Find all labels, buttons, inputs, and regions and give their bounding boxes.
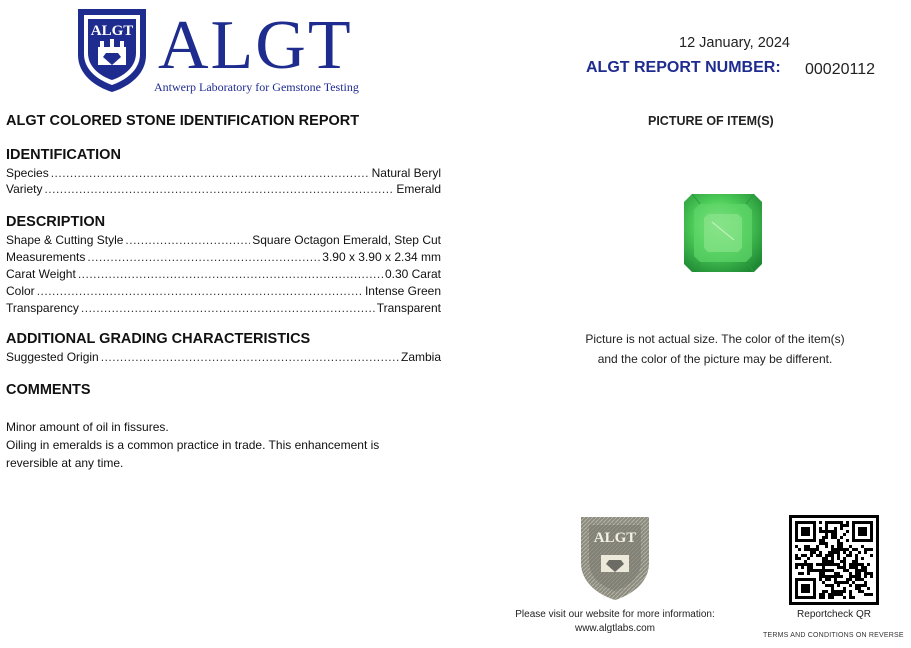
picture-note [560, 329, 870, 369]
variety-row [6, 181, 441, 197]
color-label: Color [6, 284, 35, 298]
leader-dots [81, 300, 375, 316]
measurements-value: 3.90 x 3.90 x 2.34 mm [322, 250, 441, 264]
leader-dots [101, 349, 399, 365]
carat-value: 0.30 Carat [384, 267, 441, 281]
leader-dots [87, 249, 320, 265]
brand-wordmark: ALGT [158, 7, 353, 84]
report-date: 12 January, 2024 [679, 35, 790, 51]
origin-label: Suggested Origin [6, 350, 99, 364]
comment-line: reversible at any time. [6, 456, 124, 470]
picture-note-line2: and the color of the picture may be different. [597, 352, 833, 366]
color-value: Intense Green [364, 284, 441, 298]
carat-row [6, 266, 441, 282]
description-heading: DESCRIPTION [6, 214, 106, 230]
species-label: Species [6, 166, 49, 180]
report-number-label: ALGT REPORT NUMBER: [586, 59, 781, 76]
comments-heading: COMMENTS [6, 382, 91, 398]
leader-dots [125, 232, 250, 248]
visit-text: Please visit our website for more information: [515, 609, 715, 620]
shape-label: Shape & Cutting Style [6, 233, 124, 247]
transparency-value: Transparent [376, 301, 441, 315]
comment-line: Minor amount of oil in fissures. [6, 420, 169, 434]
carat-label: Carat Weight [6, 267, 76, 281]
brand-tagline: Antwerp Laboratory for Gemstone Testing [154, 80, 359, 94]
leader-dots [37, 283, 363, 299]
species-row [6, 165, 441, 181]
report-number: 00020112 [805, 61, 875, 78]
report-title: ALGT COLORED STONE IDENTIFICATION REPORT [6, 113, 360, 129]
website-link[interactable]: www.algtlabs.com [574, 623, 656, 634]
leader-dots [78, 266, 383, 282]
picture-note-line1: Picture is not actual size. The color of the item(s) [585, 332, 845, 346]
origin-value: Zambia [400, 350, 441, 364]
website-info [500, 608, 730, 636]
qr-label: Reportcheck QR [797, 609, 871, 620]
algt-seal-hologram [579, 515, 651, 601]
variety-label: Variety [6, 182, 43, 196]
reportcheck-qr-code[interactable] [789, 515, 879, 605]
identification-heading: IDENTIFICATION [6, 147, 121, 163]
shape-value: Square Octagon Emerald, Step Cut [252, 233, 441, 247]
svg-text:ALGT: ALGT [593, 530, 637, 546]
origin-row [6, 349, 441, 365]
comment-line: Oiling in emeralds is a common practice in trade. This enhancement is [6, 438, 380, 452]
color-row [6, 283, 441, 299]
shape-row [6, 232, 441, 248]
svg-text:ALGT: ALGT [90, 23, 134, 39]
emerald-gem-image [682, 192, 764, 274]
additional-heading: ADDITIONAL GRADING CHARACTERISTICS [6, 331, 311, 347]
variety-value: Emerald [396, 182, 441, 196]
leader-dots [44, 181, 394, 197]
measurements-label: Measurements [6, 250, 86, 264]
transparency-label: Transparency [6, 301, 79, 315]
terms-note: TERMS AND CONDITIONS ON REVERSE [763, 632, 904, 639]
species-value: Natural Beryl [371, 166, 441, 180]
transparency-row [6, 300, 441, 316]
leader-dots [51, 165, 370, 181]
measurements-row [6, 249, 441, 265]
algt-shield-logo [76, 7, 148, 93]
picture-title: PICTURE OF ITEM(S) [648, 114, 774, 128]
